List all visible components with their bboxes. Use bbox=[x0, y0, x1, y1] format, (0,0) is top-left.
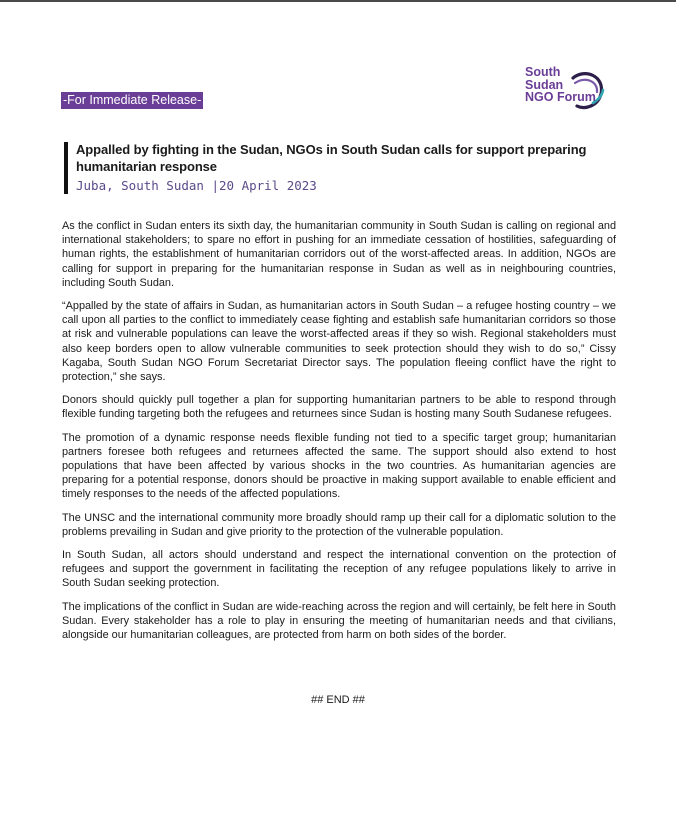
logo-line-3: NGO Forum bbox=[525, 90, 596, 104]
dateline: Juba, South Sudan |20 April 2023 bbox=[76, 178, 317, 193]
logo-line-2: Sudan bbox=[525, 77, 564, 92]
release-tag: -For Immediate Release- bbox=[63, 93, 202, 107]
body-paragraph: As the conflict in Sudan enters its sixth day, the humanitarian community in South Sudan is calling on regional and international stakeholders; to spare no effort in pushing for an immediate cessation of hostilities, safeguarding of human rights, the establishment of humanitarian corridors out of the worst-affected areas. In addition, NGOs are calling for support in preparing for the humanitarian response in Sudan as well as in neighbouring countries, including South Sudan. bbox=[62, 220, 616, 289]
body-paragraph: “Appalled by the state of affairs in Sudan, as humanitarian actors in South Sudan – a refugee hosting country – we call upon all parties to the conflict to immediately cease fighting and establish safe humanitarian corridors so those at risk and vulnerable populations can leave the worst-affected areas if they so wish. Regional stakeholders must also keep borders open to allow vulnerable communities to seek protection should they wish to do so,” Cissy Kagaba, South Sudan NGO Forum Secretariat Director says. The population fleeing conflict have the right to protection,” she says. bbox=[62, 300, 616, 384]
body-paragraph: The promotion of a dynamic response needs flexible funding not tied to a specific target group; humanitarian partners foresee both refugees and returnees affected the same. The support should also extend to host populations that have been affected by various shocks in the two countries. As humanitarian agencies are preparing for a potential response, donors should be proactive in making support available to enable efficient and timely responses to the needs of the affected populations. bbox=[62, 431, 616, 501]
body-paragraph: Donors should quickly pull together a plan for supporting humanitarian partners to be able to respond through flexible funding targeting both the refugees and returnees since Sudan is hosting many South Sudanese refugees. bbox=[62, 394, 616, 421]
end-mark: ## END ## bbox=[311, 694, 365, 706]
body-paragraph: The implications of the conflict in Sudan are wide-reaching across the region and will certainly, be felt here in South Sudan. Every stakeholder has a role to play in ensuring the meeting of humanitarian needs and that civilians, alongside our humanitarian colleagues, are protected from harm on both sides of the border. bbox=[62, 600, 616, 642]
logo-wordmark bbox=[525, 66, 596, 104]
body-paragraph: In South Sudan, all actors should understand and respect the international convention on the protection of refugees and support the government in facilitating the reception of any refugee populations likely to arrive in South Sudan seeking protection. bbox=[62, 549, 616, 590]
logo-line-1: South bbox=[525, 65, 561, 79]
headline-block bbox=[64, 142, 636, 194]
body-paragraph: The UNSC and the international community more broadly should ramp up their call for a diplomatic solution to the problems prevailing in Sudan and give priority to the protection of the vulnerable population. bbox=[62, 511, 616, 538]
headline-title: Appalled by fighting in the Sudan, NGOs in South Sudan calls for support preparing humanitarian response bbox=[76, 142, 587, 174]
press-release-body bbox=[62, 219, 616, 651]
page-top-border bbox=[0, 0, 676, 2]
ngo-forum-logo bbox=[523, 66, 623, 114]
